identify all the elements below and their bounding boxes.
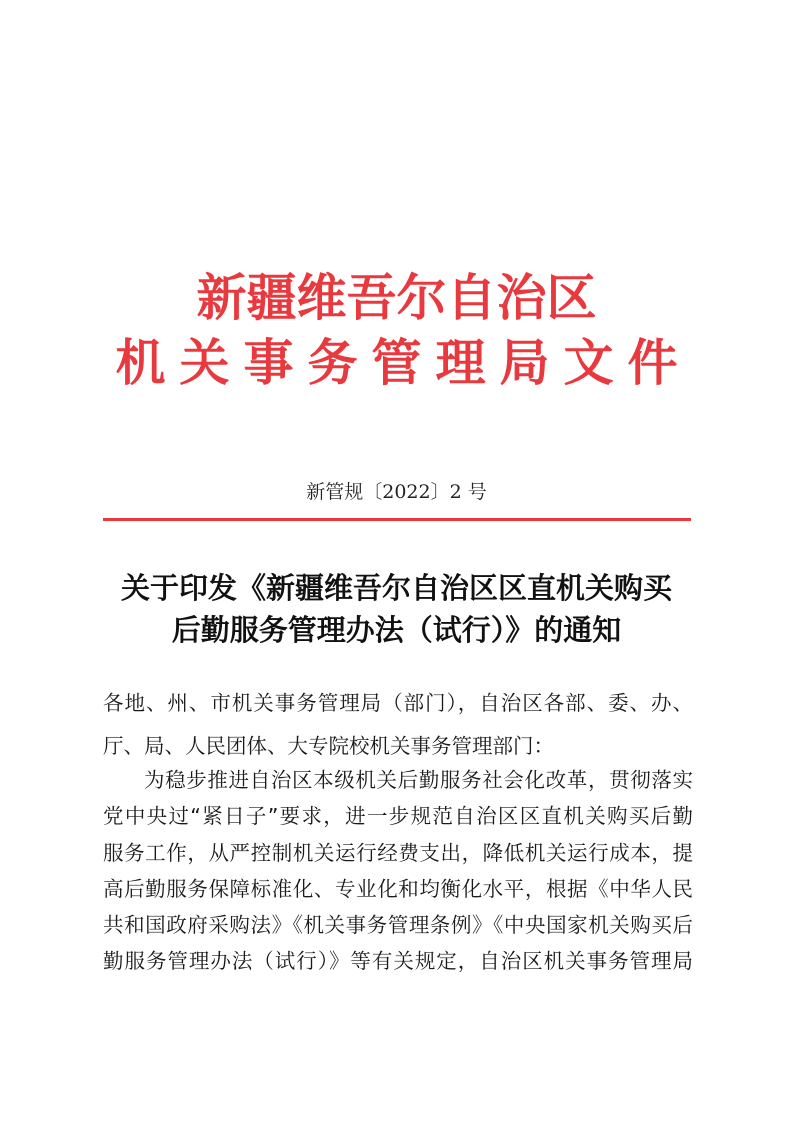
body-line-4: 党中央过“紧日子”要求，进一步规范自治区区直机关购买后勤 <box>103 804 693 828</box>
document-number: 新管规〔2022〕2 号 <box>306 481 487 503</box>
body-line-8: 勤服务管理办法（试行）》等有关规定，自治区机关事务管理局 <box>103 949 693 973</box>
body-line-6: 高后勤服务保障标准化、专业化和均衡化水平，根据《中华人民 <box>103 877 693 901</box>
issuer-header-line-2: 机关事务管理局文件 <box>115 333 692 392</box>
body-line-7: 共和国政府采购法》《机关事务管理条例》《中央国家机关购买后 <box>103 913 693 937</box>
document-title-line-2: 后勤服务管理办法（试行）》的通知 <box>171 613 622 647</box>
body-line-3: 为稳步推进自治区本级机关后勤服务社会化改革，贯彻落实 <box>144 768 693 792</box>
document-title-line-1: 关于印发《新疆维吾尔自治区区直机关购买 <box>120 571 672 605</box>
issuer-header-line-1: 新疆维吾尔自治区 <box>196 268 597 327</box>
body-line-5: 服务工作，从严控制机关运行经费支出，降低机关运行成本，提 <box>103 841 693 865</box>
body-line-1: 各地、州、市机关事务管理局（部门），自治区各部、委、办、 <box>103 691 693 715</box>
red-separator-rule <box>103 518 691 521</box>
body-line-2: 厅、局、人民团体、大专院校机关事务管理部门： <box>103 734 554 758</box>
